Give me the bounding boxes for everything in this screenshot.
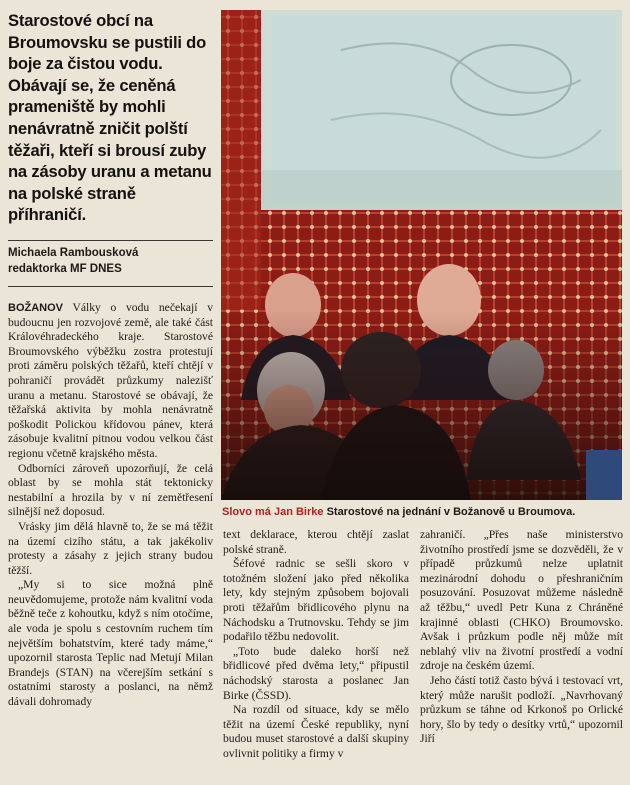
article-column-2 (223, 528, 409, 762)
article-paragraph (8, 301, 213, 462)
rule-below-author (8, 286, 213, 287)
article-paragraph: Jeho částí totiž často bývá i testovací vrt, který může narušit podloží. „Navrhovaný průzkum se táhne od Krkonoš po Orlické hory, šlo by tedy o desítky vrtů,“ upozornil Jiří (420, 673, 623, 746)
rule-above-author (8, 240, 213, 241)
photo-caption (222, 505, 622, 519)
photo-illustration (221, 10, 622, 500)
caption-text: Starostové na jednání v Božanově u Broumova. (326, 506, 576, 518)
article-paragraph: zahraničí. „Přes naše ministerstvo životního prostředí jsme se dozvěděli, že v případě průzkumů nelze uplatnit mezinárodní dohodu o přeshraničním posuzování. Posuzovat můžeme následně až těžbu,“ uvedl Petr Kuna z Chráněné krajinné oblasti (CHKO) Broumovsko. Avšak i průzkum podle něj může mít neblahý vliv na životní prostředí a vodní zdroje na českém území. (420, 528, 623, 673)
article-paragraph: Na rozdíl od situace, kdy se mělo těžit na území České republiky, nyní budou muset starostové a další skupiny ovlivnit politiky a firmy v (223, 703, 409, 760)
article-photo (221, 10, 622, 500)
paragraph-text: Války o vodu nečekají v budoucnu jen rozvojové země, ale také část Královéhradeckého kraje. Starostové Broumovského výběžku zostra protestují proti záměru polských těžařů, kteří chtějí v pohraničí provádět průzkumy nalezišť uranu a metanu. Starostové se obávají, že těžařská aktivita by mohla nenávratně poškodit Polickou křídovou pánev, která zásobuje kvalitní pitnou vodou velkou část regionu včetně krajského města. (8, 301, 213, 460)
article-column-1 (8, 301, 213, 710)
article-paragraph: text deklarace, kterou chtějí zaslat polské straně. (223, 528, 409, 556)
author-role: redaktorka MF DNES (8, 263, 122, 275)
dateline: BOŽANOV (8, 302, 63, 314)
article-paragraph: „My si to sice možná plně neuvědomujeme, protože nám kvalitní voda běžně teče z kohoutku, když s ním otočíme, ale voda je spolu s cestovním ruchem tím největším bohatstvím, které tady máme,“ upozornil starosta Teplic nad Metují Milan Brandejs (STAN) na včerejším setkání s ostatními starosty a poslanci, na němž dávali dohromady (8, 578, 213, 709)
lead-paragraph: Starostové obcí na Broumovsku se pustili do boje za čistou vodu. Obávají se, že ceněná prameniště by mohli nenávratně zničit polští těžaři, kteří si brousí zuby na zásoby uranu a metanu na polské straně příhraničí. (8, 11, 212, 225)
article-paragraph: Odborníci zároveň upozorňují, že celá oblast by se mohla stát tektonicky nestabilní a hrozila by v ní zemětřesení silnější než doposud. (8, 461, 213, 519)
article-paragraph: Šéfové radnic se sešli skoro v totožném složení jako před několika lety, kdy stejným způsobem bojovali proti těžařům břidlicového plynu na Náchodsku a Trutnovsku. Tehdy se jim podařilo těžbu nedovolit. (223, 557, 409, 644)
article-paragraph: Vrásky jim dělá hlavně to, že se má těžit na území cizího státu, a tak jakékoliv protesty a zásahy z jejich strany budou těžší. (8, 519, 213, 577)
author-name: Michaela Rambousková (8, 247, 139, 259)
article-column-3 (420, 528, 623, 747)
photo-credit: Slovo má Jan Birke (222, 506, 324, 518)
article-paragraph: „Toto bude daleko horší než břidlicové před dvěma lety,“ připustil náchodský starosta a poslanec Jan Birke (ČSSD). (223, 644, 409, 702)
